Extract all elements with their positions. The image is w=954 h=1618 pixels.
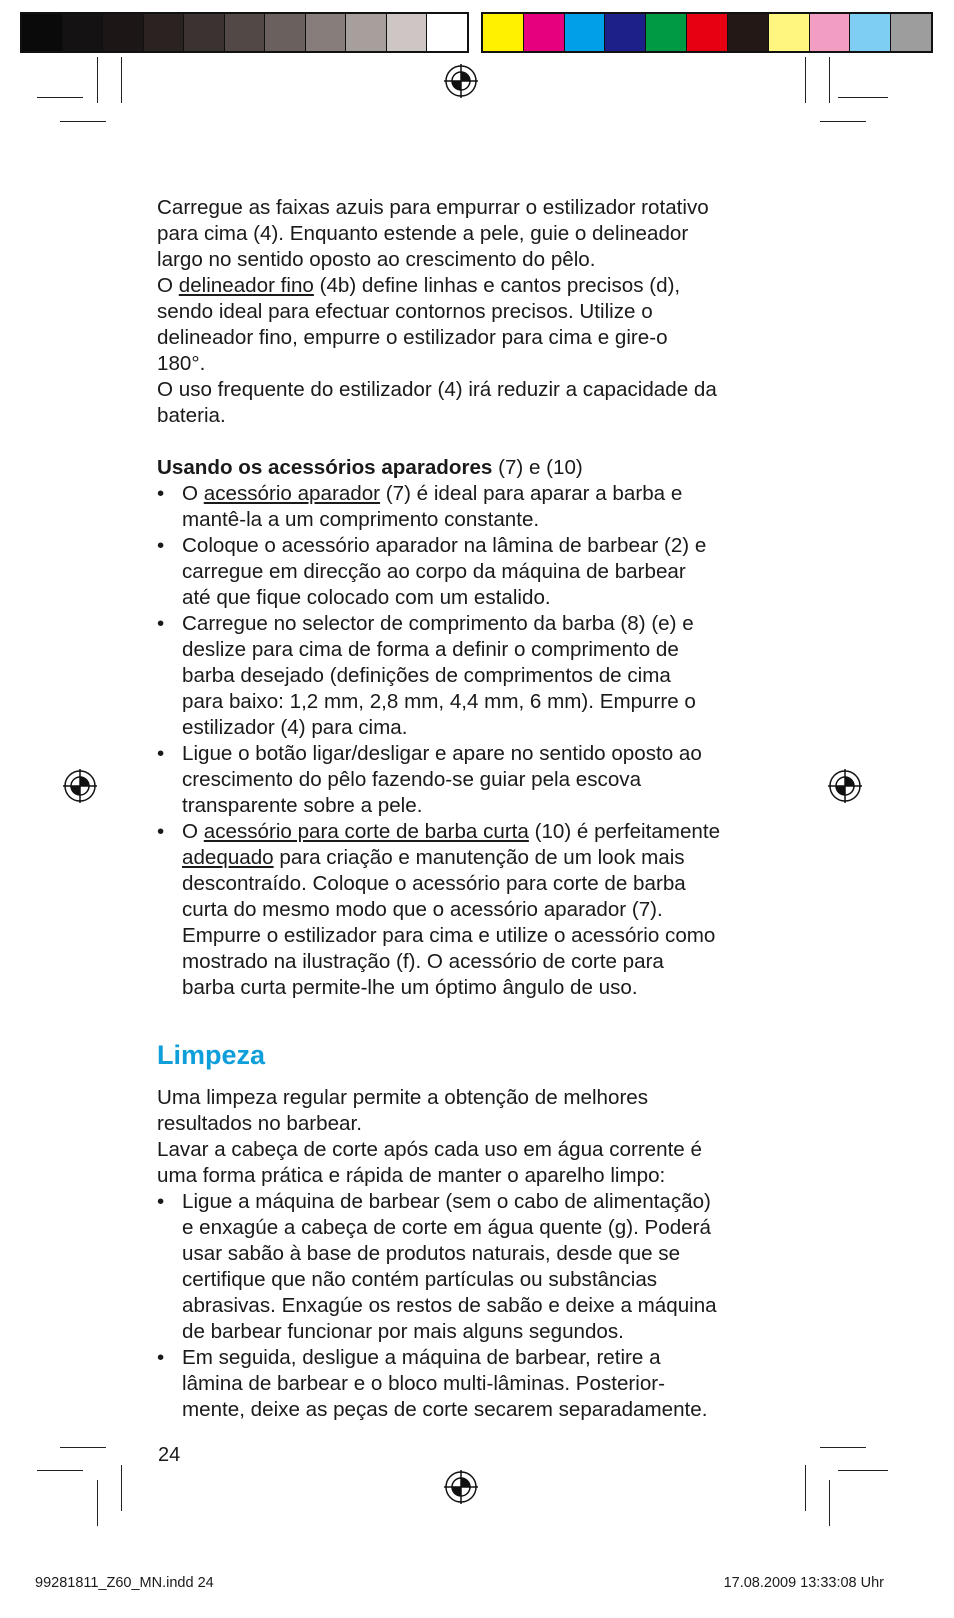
color-swatch [891,14,931,51]
text-line: abrasivas. Enxagúe os restos de sabão e deixe a máquina [182,1294,717,1317]
color-swatch [687,14,728,51]
color-swatch [103,14,144,51]
text-line: transparente sobre a pele. [182,794,423,817]
limpeza-list [157,1189,797,1423]
text-line: Uma limpeza regular permite a obtenção de melhores [157,1086,649,1109]
text-line: de barbear funcionar por mais alguns segundos. [182,1320,624,1343]
delineador-fino-term: delineador fino [178,274,314,297]
text-line: • Ligue o botão ligar/desligar e apare no sentido oposto ao [182,742,702,765]
registration-mark-icon [828,769,862,803]
crop-mark [838,1470,888,1471]
crop-mark [121,1465,122,1511]
color-swatch [728,14,769,51]
text-line: mostrado na ilustração (f). O acessório de corte para [182,950,664,973]
color-swatch [646,14,687,51]
text-line: barba curta permite-lhe um óptimo ângulo de uso. [182,976,638,999]
text-line: largo no sentido oposto ao crescimento do pêlo. [157,248,596,271]
list-item [157,741,797,819]
process-color-bar [481,12,933,53]
acessorio-aparador-term: acessório aparador [203,482,381,505]
text-span: (4b) define linhas e cantos precisos (d), [313,274,681,297]
registration-mark-icon [63,769,97,803]
section-subtitle [157,455,797,481]
crop-mark [60,121,106,122]
text-span: (10) é perfeitamente [528,820,721,843]
text-span: O [182,482,204,505]
grayscale-color-bar [20,12,469,53]
text-line: carregue em direcção ao corpo da máquina de barbear [182,560,686,583]
text-line: estilizador (4) para cima. [182,716,408,739]
text-line: Empurre o estilizador para cima e utilize o acessório como [182,924,716,947]
text-line: 180°. [157,352,206,375]
crop-mark [838,97,888,98]
text-span: O [182,820,204,843]
crop-mark [820,1447,866,1448]
color-swatch [346,14,387,51]
crop-mark [805,1465,806,1511]
text-line [157,273,797,299]
page-body [157,195,797,1423]
color-swatch [605,14,646,51]
slug-datetime: 17.08.2009 13:33:08 Uhr [723,1575,884,1591]
text-line: mantê-la a um comprimento constante. [182,508,540,531]
text-line: descontraído. Coloque o acessório para corte de barba [182,872,686,895]
text-line: curta do mesmo modo que o acessório aparador (7). [182,898,663,921]
list-item [157,533,797,611]
crop-mark [60,1447,106,1448]
crop-mark [805,57,806,103]
color-swatch [524,14,565,51]
subtitle-rest: (7) e (10) [492,456,583,479]
color-swatch [769,14,810,51]
text-line: • Em seguida, desligue a máquina de barbear, retire a [182,1346,661,1369]
color-swatch [427,14,467,51]
text-line: lâmina de barbear e o bloco multi-lâminas. Posterior- [182,1372,666,1395]
text-line: para cima (4). Enquanto estende a pele, guie o delineador [157,222,689,245]
color-swatch [265,14,306,51]
text-line: bateria. [157,404,226,427]
color-swatch [225,14,266,51]
crop-mark [829,1480,830,1526]
registration-mark-icon [444,1470,478,1504]
color-swatch [850,14,891,51]
crop-mark [37,1470,83,1471]
text-line: mente, deixe as peças de corte secarem separadamente. [182,1398,708,1421]
text-line: barba desejado (definições de comprimentos de cima [182,664,671,687]
text-line: delineador fino, empurre o estilizador para cima e gire-o [157,326,668,349]
acessorio-barba-curta-term: acessório para corte de barba curta [203,820,529,843]
color-swatch [483,14,524,51]
color-swatch [565,14,606,51]
text-line: usar sabão à base de produtos naturais, desde que se [182,1242,681,1265]
list-item [157,1189,797,1345]
text-line: • Carregue no selector de comprimento da barba (8) (e) e [182,612,694,635]
list-item [157,611,797,741]
text-line: para baixo: 1,2 mm, 2,8 mm, 4,4 mm, 6 mm). Empurre o [182,690,696,713]
section-heading-limpeza: Limpeza [157,1040,266,1070]
text-span: para criação e manutenção de um look mais [273,846,685,869]
text-line: Carregue as faixas azuis para empurrar o estilizador rotativo [157,196,709,219]
crop-mark [121,57,122,103]
text-line: deslize para cima de forma a definir o comprimento de [182,638,679,661]
text-line: crescimento do pêlo fazendo-se guiar pela escova [182,768,642,791]
text-span: O [157,274,179,297]
color-swatch [22,14,63,51]
subtitle-bold: Usando os acessórios aparadores [157,456,493,479]
color-swatch [387,14,428,51]
text-line: O uso frequente do estilizador (4) irá reduzir a capacidade da [157,378,717,401]
color-swatch [810,14,851,51]
text-line: sendo ideal para efectuar contornos precisos. Utilize o [157,300,653,323]
text-span: (7) é ideal para aparar a barba e [380,482,683,505]
color-swatch [306,14,347,51]
text-line: até que fique colocado com um estalido. [182,586,551,609]
text-line: • Ligue a máquina de barbear (sem o cabo de alimentação) [182,1190,711,1213]
text-line [182,481,797,507]
list-item [157,481,797,533]
crop-mark [97,1480,98,1526]
text-line [182,819,797,845]
text-line: certifique que não contém partículas ou substâncias [182,1268,658,1291]
color-swatch [144,14,185,51]
crop-mark [820,121,866,122]
text-line [182,845,797,871]
slug-file-info: 99281811_Z60_MN.indd 24 [35,1575,214,1591]
text-line: • Coloque o acessório aparador na lâmina de barbear (2) e [182,534,707,557]
text-line: uma forma prática e rápida de manter o aparelho limpo: [157,1164,666,1187]
registration-mark-icon [444,64,478,98]
limpeza-paragraph [157,1085,797,1189]
page-number: 24 [158,1444,181,1466]
list-item [157,819,797,1001]
acessorio-barba-curta-term-cont: adequado [182,846,274,869]
aparadores-list [157,481,797,1001]
crop-mark [97,57,98,103]
crop-mark [37,97,83,98]
color-swatch [63,14,104,51]
text-line: e enxagúe a cabeça de corte em água quente (g). Poderá [182,1216,711,1239]
intro-paragraph [157,195,797,429]
list-item [157,1345,797,1423]
crop-mark [829,57,830,103]
text-line: Lavar a cabeça de corte após cada uso em água corrente é [157,1138,702,1161]
color-swatch [184,14,225,51]
text-line: resultados no barbear. [157,1112,362,1135]
